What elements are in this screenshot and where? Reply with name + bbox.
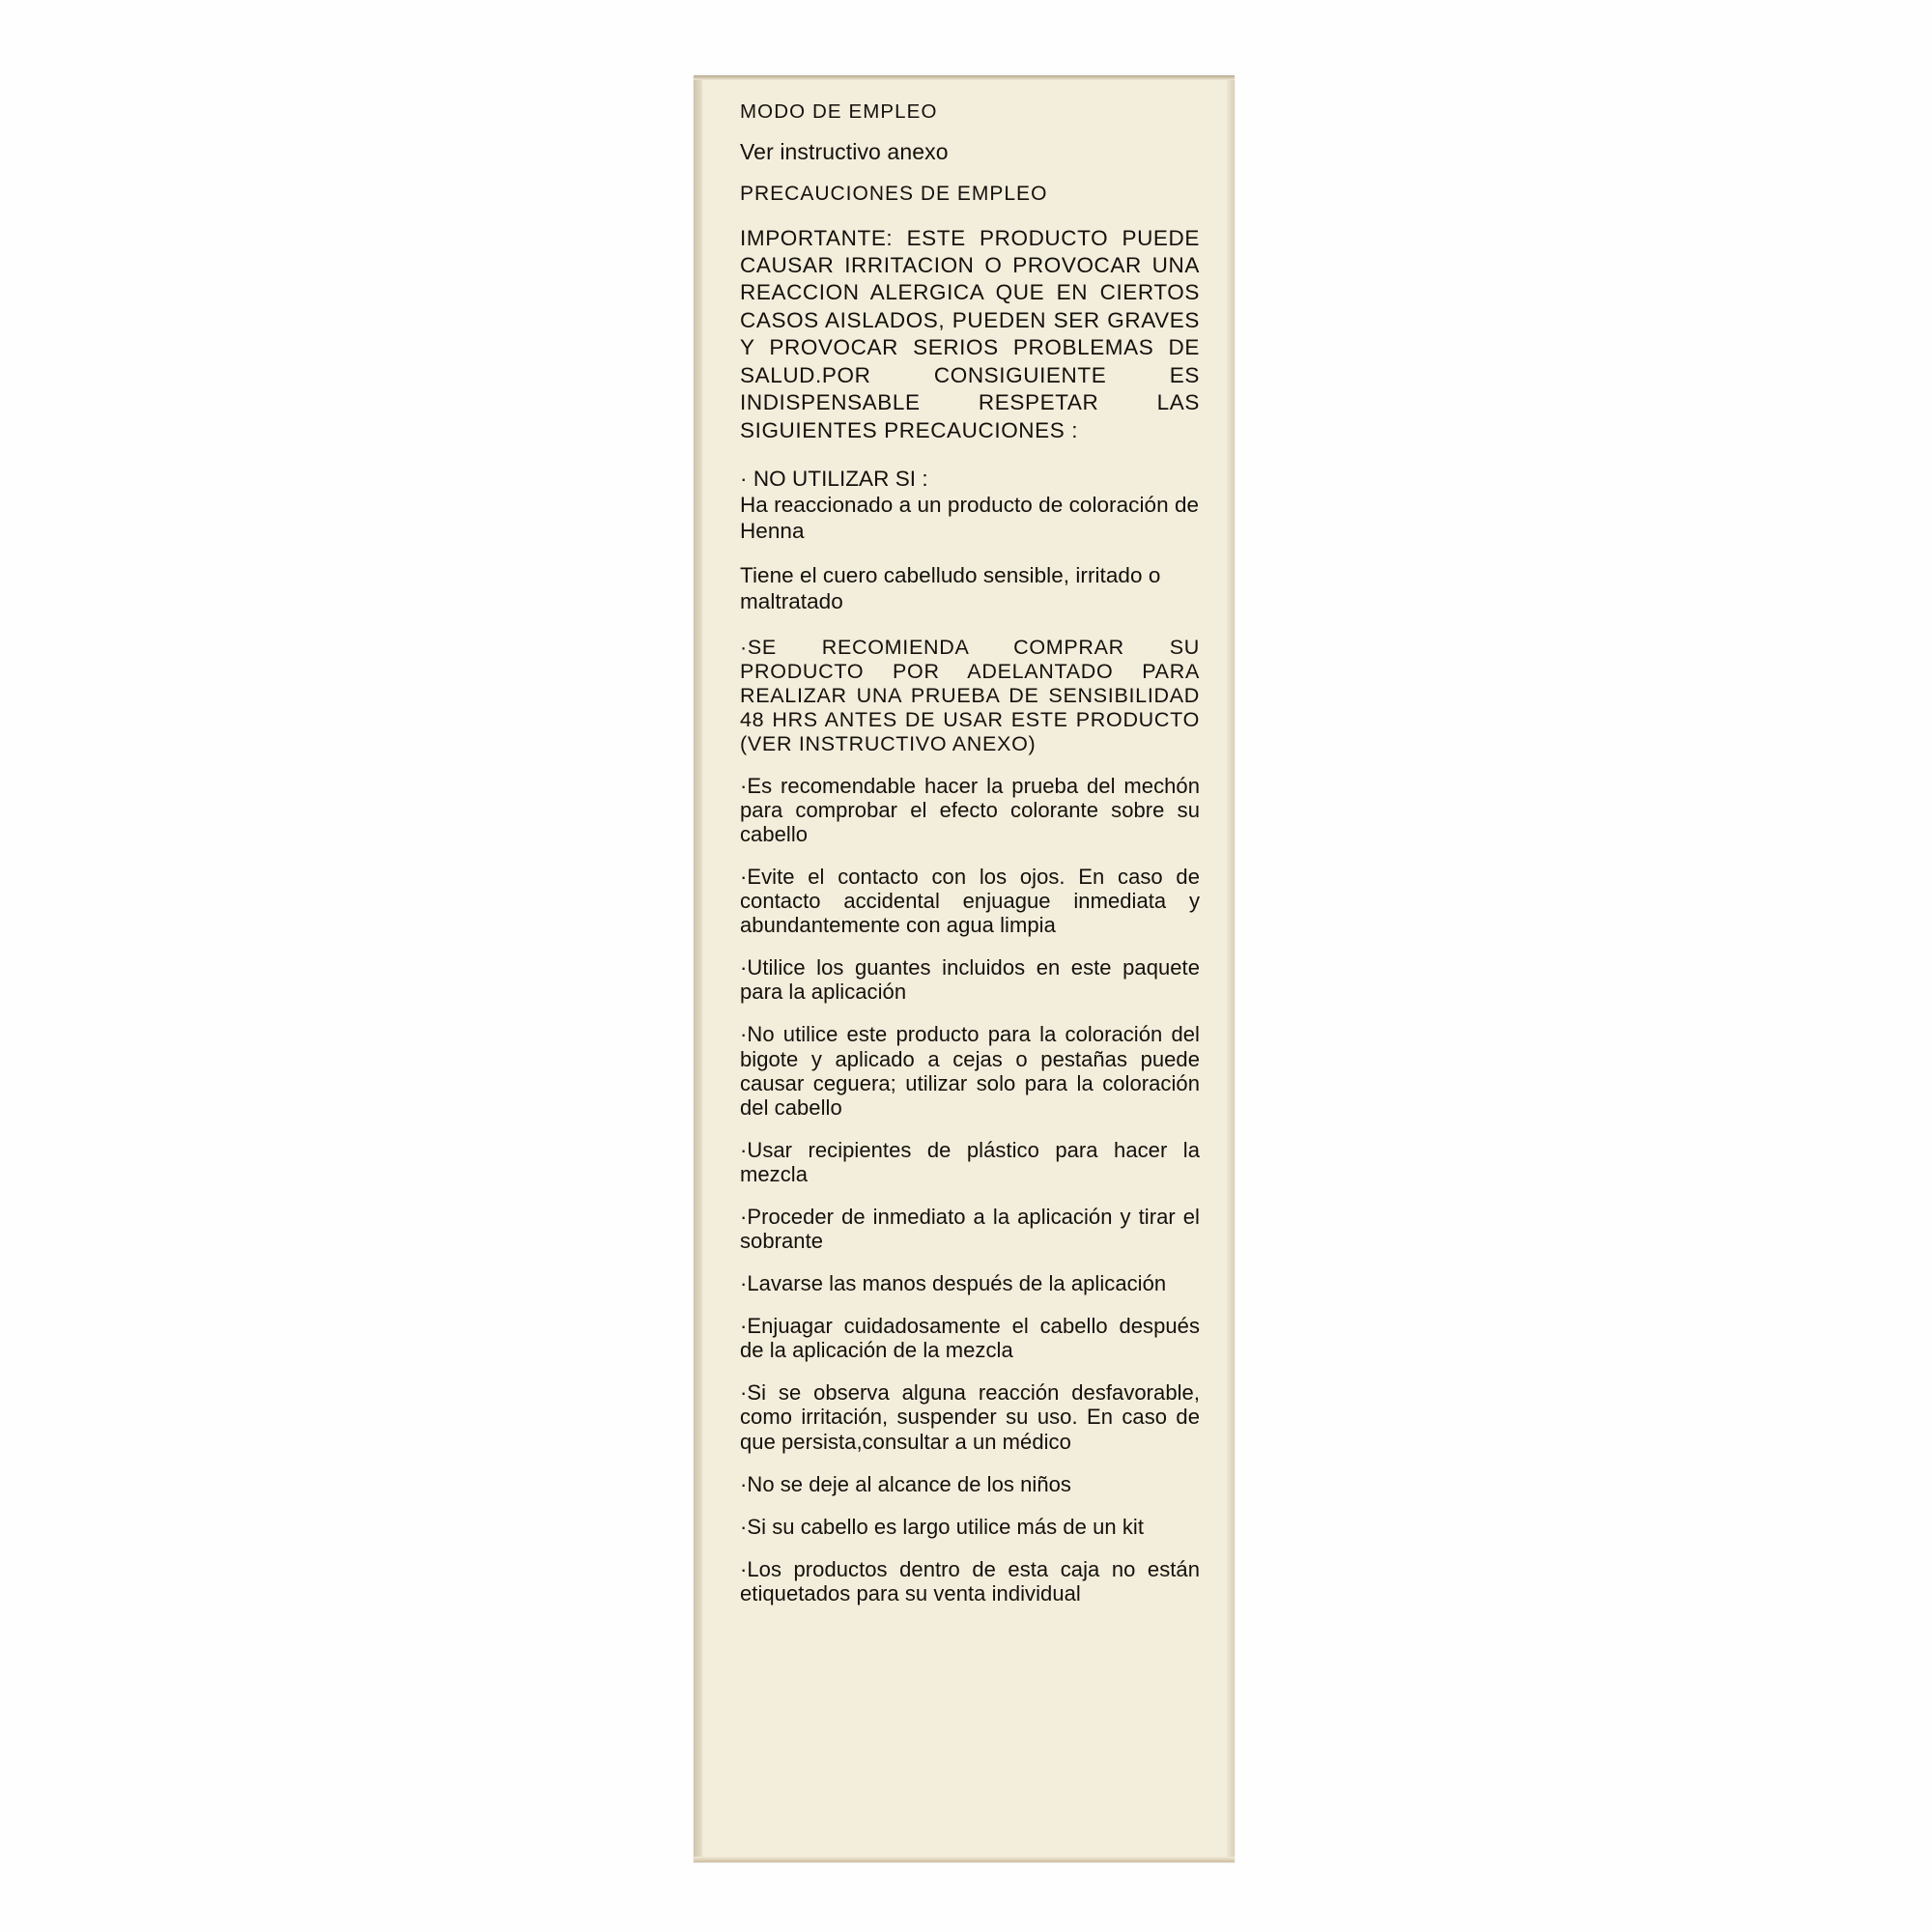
do-not-use-section — [740, 466, 1200, 614]
panel-text-content — [740, 100, 1200, 1605]
bullet-apply-immediately: ·Proceder de inmediato a la aplicación y tirar el sobrante — [740, 1204, 1200, 1254]
bullet-not-for-moustache: ·No utilice este producto para la coloración del bigote y aplicado a cejas o pestañas puede causar ceguera; utilizar solo para la coloración del cabello — [740, 1022, 1200, 1120]
bullet-strand-test: ·Es recomendable hacer la prueba del mechón para comprobar el efecto colorante sobre su cabello — [740, 773, 1200, 847]
package-right-fold-edge — [1227, 75, 1235, 1862]
bullet-use-gloves: ·Utilice los guantes incluidos en este paquete para la aplicación — [740, 955, 1200, 1005]
bullet-long-hair-more-kits: ·Si su cabello es largo utilice más de un kit — [740, 1514, 1145, 1539]
bullet-plastic-containers: ·Usar recipientes de plástico para hacer la mezcla — [740, 1137, 1200, 1186]
important-warning-paragraph: IMPORTANTE: ESTE PRODUCTO PUEDE CAUSAR IRRITACION O PROVOCAR UNA REACCION ALERGICA QUE EN CIERTOS CASOS AISLADOS, PUEDEN SER GRAVES Y PROVOCAR SERIOS PROBLEMAS DE SALUD.POR CONSIGUIENTE ES INDISPENSABLE RESPETAR LAS SIGUIENTES PRECAUCIONES : — [740, 225, 1200, 442]
bullet-rinse-hair: ·Enjuagar cuidadosamente el cabello después de la aplicación de la mezcla — [740, 1314, 1200, 1363]
bullet-sensitivity-test: ·SE RECOMIENDA COMPRAR SU PRODUCTO POR ADELANTADO PARA REALIZAR UNA PRUEBA DE SENSIBILIDAD 48 HRS ANTES DE USAR ESTE PRODUCTO (VER INSTRUCTIVO ANEXO) — [740, 636, 1200, 755]
heading-modo-de-empleo: MODO DE EMPLEO — [740, 100, 938, 123]
package-left-fold-edge — [694, 75, 702, 1862]
bullet-keep-away-children: ·No se deje al alcance de los niños — [740, 1471, 1071, 1496]
heading-precauciones-de-empleo: PRECAUCIONES DE EMPLEO — [740, 182, 1048, 205]
package-top-edge — [694, 75, 1235, 80]
bullet-avoid-eyes: ·Evite el contacto con los ojos. En caso de contacto accidental enjuague inmediata y abundantemente con agua limpia — [740, 865, 1200, 938]
bullet-adverse-reaction: ·Si se observa alguna reacción desfavorable, como irritación, suspender su uso. En caso de que persista,consultar a un médico — [740, 1380, 1200, 1454]
bullet-not-labeled-individual-sale: ·Los productos dentro de esta caja no están etiquetados para su venta individual — [740, 1556, 1200, 1605]
do-not-use-item-1: Ha reaccionado a un producto de coloración de Henna — [740, 493, 1200, 544]
bullet-wash-hands: ·Lavarse las manos después de la aplicación — [740, 1271, 1167, 1296]
package-side-panel — [694, 75, 1235, 1862]
do-not-use-title: · NO UTILIZAR SI : — [740, 467, 928, 492]
usage-instruction-line: Ver instructivo anexo — [740, 139, 949, 165]
do-not-use-item-2: Tiene el cuero cabelludo sensible, irritado o maltratado — [740, 563, 1161, 614]
package-bottom-edge — [694, 1857, 1235, 1862]
